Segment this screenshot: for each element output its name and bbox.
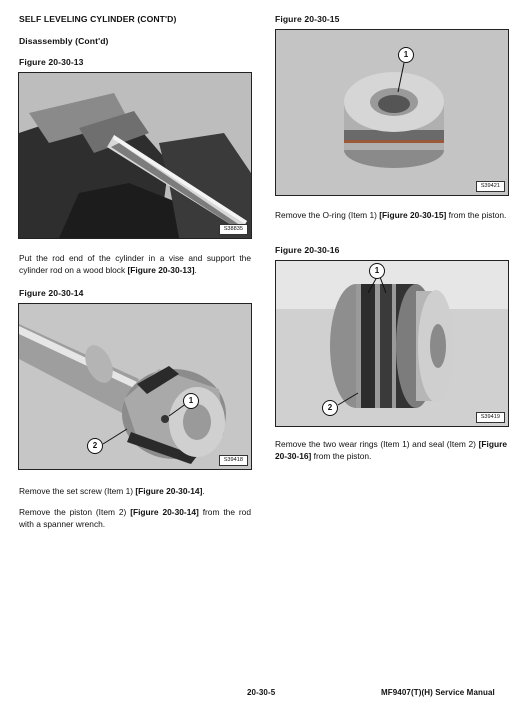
page-number: 20-30-5	[247, 688, 276, 697]
callout-1: 1	[398, 47, 414, 63]
paragraph-o-ring: Remove the O-ring (Item 1) [Figure 20-30-15] from the piston.	[275, 210, 507, 220]
paragraph-wear-rings: Remove the two wear rings (Item 1) and seal (Item 2) [Figure 20-30-16] from the piston.	[275, 439, 507, 461]
piston-rod-photo	[19, 304, 251, 469]
manual-title: MF9407(T)(H) Service Manual	[381, 688, 495, 697]
figure-20-30-13-photo	[18, 72, 252, 239]
figure-20-30-16-photo	[275, 260, 509, 427]
piston-side-photo	[276, 261, 508, 426]
figure-code: S39418	[219, 455, 248, 466]
callout-2: 2	[87, 438, 103, 454]
figure-code: S38835	[219, 224, 248, 235]
paragraph-set-screw: Remove the set screw (Item 1) [Figure 20-30-14].	[19, 486, 205, 496]
figure-label-20-30-13: Figure 20-30-13	[19, 57, 84, 67]
figure-label-20-30-15: Figure 20-30-15	[275, 14, 340, 24]
subtitle: Disassembly (Cont'd)	[19, 36, 109, 46]
paragraph-vise: Put the rod end of the cylinder in a vise and support the cylinder rod on a wood block [Figure 20-30-13].	[19, 253, 251, 275]
callout-1: 1	[369, 263, 385, 279]
figure-code: S39419	[476, 412, 505, 423]
callout-1: 1	[183, 393, 199, 409]
paragraph-piston: Remove the piston (Item 2) [Figure 20-30-14] from the rod with a spanner wrench.	[19, 507, 251, 529]
figure-code: S39421	[476, 181, 505, 192]
figure-label-20-30-16: Figure 20-30-16	[275, 245, 340, 255]
section-title: SELF LEVELING CYLINDER (CONT'D)	[19, 14, 177, 24]
figure-20-30-15-photo	[275, 29, 509, 196]
piston-top-photo	[276, 30, 508, 195]
callout-2: 2	[322, 400, 338, 416]
figure-label-20-30-14: Figure 20-30-14	[19, 288, 84, 298]
vise-photo	[19, 73, 251, 238]
figure-20-30-14-photo	[18, 303, 252, 470]
